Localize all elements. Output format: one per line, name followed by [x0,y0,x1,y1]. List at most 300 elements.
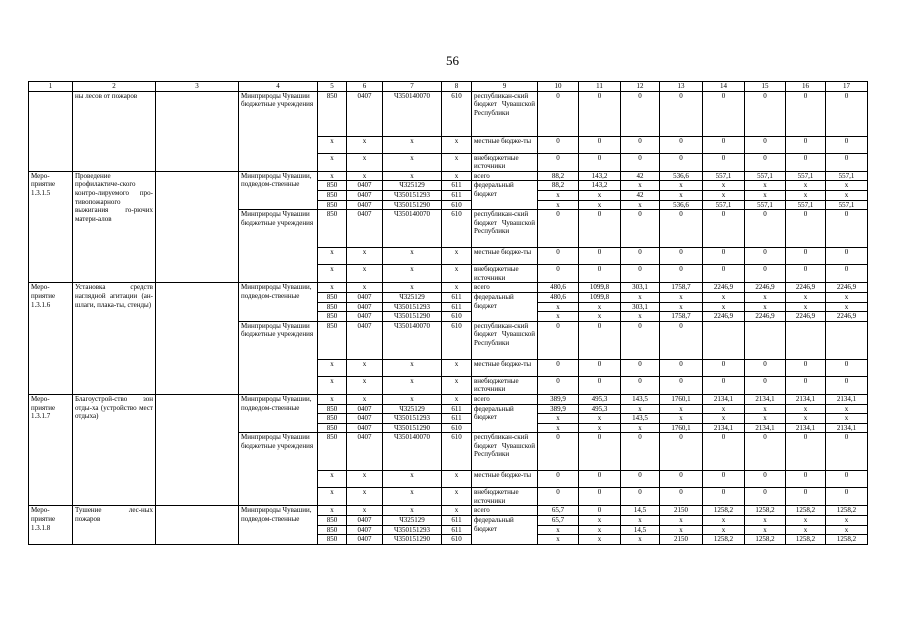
cell-x: х [660,181,703,191]
cell-value: 0 [703,91,745,136]
cell-code: Ч350140070 [383,91,442,136]
cell-value: 88,2 [538,171,579,181]
column-header: 4 [239,82,318,92]
cell-x: х [786,302,826,312]
cell-x: х [826,404,868,414]
cell-code: 0407 [347,190,383,200]
cell-x: х [660,414,703,424]
cell-value: 0 [703,210,745,248]
page-number: 56 [446,53,459,68]
cell-value: 0 [703,265,745,283]
cell-value: 0 [621,488,660,506]
cell-value: 2134,1 [745,394,786,404]
cell-value: 0 [786,376,826,394]
measure-name: Благоустрой-ство зон отды-ха (устройство мест отдыха) [73,394,156,506]
cell-value: 65,7 [538,506,579,516]
cell-x: х [383,394,442,404]
cell-code: 0407 [347,302,383,312]
cell-value: 0 [703,153,745,171]
cell-value: 557,1 [826,200,868,210]
cell-x: х [538,200,579,210]
cell-value: 557,1 [745,171,786,181]
cell-value: 0 [786,136,826,153]
cell-code: Ч325129 [383,404,442,414]
source-name: всего [472,171,538,181]
cell-x: х [786,190,826,200]
cell-empty [156,394,239,506]
cell-value: 557,1 [826,171,868,181]
cell-value: 303,1 [621,283,660,293]
cell-value: 536,6 [660,200,703,210]
cell-value: 1258,2 [745,535,786,545]
cell-code: 611 [442,292,472,302]
cell-value: 0 [660,488,703,506]
cell-x: х [826,414,868,424]
table-row [29,91,868,136]
cell-x: х [383,153,442,171]
cell-value: 0 [660,248,703,265]
cell-code: 610 [442,423,472,433]
cell-value: 536,6 [660,171,703,181]
cell-empty [786,321,826,359]
cell-value: 0 [660,321,703,359]
cell-value: 557,1 [786,171,826,181]
cell-value: 0 [745,359,786,376]
cell-x: х [538,190,579,200]
column-header: 2 [73,82,156,92]
cell-value: 0 [786,488,826,506]
cell-x: х [786,181,826,191]
cell-value: 0 [660,265,703,283]
column-header: 14 [703,82,745,92]
cell-x: х [745,516,786,526]
cell-value: 0 [538,376,579,394]
cell-value: 0 [660,359,703,376]
cell-value: 1760,1 [660,423,703,433]
cell-value: 389,9 [538,404,579,414]
cell-value: 480,6 [538,292,579,302]
source-name: внебюджетные источники [472,153,538,171]
cell-value: 0 [703,136,745,153]
cell-code: 0407 [347,404,383,414]
cell-code: Ч325129 [383,292,442,302]
cell-x: х [538,312,579,322]
cell-value: 2246,9 [826,283,868,293]
cell-value: 0 [745,210,786,248]
cell-code: 0407 [347,200,383,210]
cell-x: х [786,414,826,424]
cell-x: х [318,376,347,394]
cell-value: 2134,1 [703,394,745,404]
cell-x: х [442,376,472,394]
cell-code: 850 [318,210,347,248]
cell-value: 0 [579,433,621,471]
cell-x: х [347,359,383,376]
cell-value: 0 [579,471,621,488]
cell-x: х [621,200,660,210]
cell-code: 850 [318,423,347,433]
cell-value: 0 [621,153,660,171]
cell-value: 0 [538,321,579,359]
source-name: всего [472,283,538,293]
cell-value: 0 [826,153,868,171]
cell-x: х [703,516,745,526]
table-row [29,283,868,293]
cell-x: х [442,136,472,153]
cell-empty [156,506,239,544]
cell-x: х [442,506,472,516]
measure-label: Меро-приятие [31,506,56,524]
source-name: местные бюдже-ты [472,248,538,265]
source-name: местные бюдже-ты [472,136,538,153]
cell-code: 611 [442,190,472,200]
measure-number [29,394,73,506]
cell-x: х [318,283,347,293]
cell-value: 1760,1 [660,394,703,404]
cell-value: 0 [745,91,786,136]
cell-value: 1099,8 [579,283,621,293]
cell-value: 0 [826,91,868,136]
cell-value: 0 [621,359,660,376]
cell-code: Ч350140070 [383,210,442,248]
cell-code: 0407 [347,312,383,322]
cell-x: х [745,292,786,302]
cell-value: 495,3 [579,404,621,414]
cell-value: 0 [660,433,703,471]
measure-number [29,506,73,544]
cell-code: Ч325129 [383,181,442,191]
column-header: 16 [786,82,826,92]
cell-code: 850 [318,200,347,210]
cell-value: 0 [786,153,826,171]
cell-code: 610 [442,535,472,545]
cell-value: 143,5 [621,394,660,404]
cell-value: 0 [826,136,868,153]
cell-x: х [826,292,868,302]
executor: Минприроды Чувашии бюджетные учреждения [239,91,318,171]
cell-value: 0 [660,210,703,248]
cell-value: 0 [621,265,660,283]
cell-value: 0 [538,471,579,488]
cell-value: 557,1 [745,200,786,210]
cell-value: 0 [579,210,621,248]
cell-value: 0 [703,471,745,488]
column-header: 3 [156,82,239,92]
table-row [29,171,868,181]
column-header: 11 [579,82,621,92]
cell-x: х [318,248,347,265]
cell-code: 0407 [347,292,383,302]
cell-code: 0407 [347,535,383,545]
cell-x: х [318,506,347,516]
executor: Минприроды Чувашии, подведом-ственные [239,283,318,321]
cell-x: х [579,535,621,545]
cell-value: 0 [703,488,745,506]
source-name: федеральный бюджет [472,181,538,210]
cell-empty [29,91,73,171]
cell-value: 0 [786,91,826,136]
cell-x: х [383,506,442,516]
cell-value: 0 [579,321,621,359]
executor: Минприроды Чувашии бюджетные учреждения [239,321,318,394]
cell-x: х [703,190,745,200]
cell-code: 850 [318,433,347,471]
cell-value: 0 [826,210,868,248]
cell-value: 0 [745,153,786,171]
source-name: федеральный бюджет [472,516,538,545]
cell-x: х [621,292,660,302]
cell-value: 0 [786,471,826,488]
source-name: внебюджетные источники [472,488,538,506]
cell-value: 2134,1 [703,423,745,433]
column-header: 6 [347,82,383,92]
cell-value: 143,2 [579,171,621,181]
cell-x: х [579,190,621,200]
cell-value: 0 [745,376,786,394]
cell-value: 2134,1 [745,423,786,433]
cell-value: 0 [826,265,868,283]
table-row [29,506,868,516]
cell-x: х [318,359,347,376]
cell-code: 0407 [347,433,383,471]
cell-code: 0407 [347,210,383,248]
cell-value: 0 [538,153,579,171]
cell-value: 0 [621,210,660,248]
cell-value: 0 [579,359,621,376]
cell-x: х [621,423,660,433]
cell-x: х [579,525,621,535]
source-name: республикан-ский бюджет Чувашской Республики [472,433,538,471]
cell-x: х [347,136,383,153]
cell-x: х [786,525,826,535]
cell-value: 0 [786,433,826,471]
cell-code: Ч350140070 [383,321,442,359]
cell-x: х [621,181,660,191]
cell-x: х [826,190,868,200]
cell-x: х [347,265,383,283]
cell-x: х [318,153,347,171]
cell-value: 0 [579,91,621,136]
cell-value: 2246,9 [745,312,786,322]
cell-x: х [383,171,442,181]
cell-value: 0 [703,376,745,394]
cell-value: 2246,9 [826,312,868,322]
cell-value: 0 [579,506,621,516]
source-name: всего [472,394,538,404]
source-name: внебюджетные источники [472,376,538,394]
cell-x: х [660,525,703,535]
measure-name: Проведение профилактиче-ского контро-лируемого про-тивопожарного выжигания го-рючих матери-алов [73,171,156,283]
cell-value: 143,2 [579,181,621,191]
cell-x: х [621,404,660,414]
cell-value: 14,5 [621,525,660,535]
cell-code: 850 [318,525,347,535]
cell-code: 850 [318,91,347,136]
cell-value: 42 [621,190,660,200]
cell-code: 850 [318,312,347,322]
cell-code: Ч350140070 [383,433,442,471]
measure-code: 1.3.1.8 [31,523,51,532]
cell-code: 611 [442,516,472,526]
cell-empty [156,283,239,395]
cell-code: 611 [442,302,472,312]
cell-x: х [579,414,621,424]
cell-x: х [383,136,442,153]
cell-value: 0 [745,471,786,488]
cell-x: х [347,248,383,265]
measure-label: Меро-приятие [31,171,56,189]
cell-x: х [383,248,442,265]
cell-code: Ч350151290 [383,200,442,210]
cell-x: х [579,200,621,210]
cell-value: 480,6 [538,283,579,293]
cell-value: 2150 [660,506,703,516]
cell-value: 143,5 [621,414,660,424]
source-name: всего [472,506,538,516]
cell-code: Ч350151293 [383,190,442,200]
cell-x: х [383,265,442,283]
cell-code: Ч350151290 [383,423,442,433]
measure-code: 1.3.1.5 [31,188,51,197]
cell-x: х [703,181,745,191]
cell-value: 0 [826,376,868,394]
cell-x: х [745,525,786,535]
cell-value: 0 [621,433,660,471]
executor: Минприроды Чувашии бюджетные учреждения [239,433,318,506]
cell-code: 0407 [347,91,383,136]
column-header: 1 [29,82,73,92]
cell-value: 1258,2 [786,535,826,545]
cell-value: 1258,2 [703,506,745,516]
cell-code: 850 [318,535,347,545]
cell-value: 0 [745,488,786,506]
cell-code: 610 [442,200,472,210]
cell-value: 0 [660,376,703,394]
cell-x: х [745,404,786,414]
cell-value: 0 [621,91,660,136]
cell-value: 1258,2 [703,535,745,545]
cell-x: х [786,292,826,302]
source-name: федеральный бюджет [472,292,538,321]
source-name: местные бюдже-ты [472,471,538,488]
cell-value: 2134,1 [786,423,826,433]
cell-value: 0 [745,265,786,283]
cell-x: х [318,171,347,181]
cell-value: 0 [538,359,579,376]
cell-value: 1258,2 [826,535,868,545]
cell-x: х [347,394,383,404]
cell-x: х [660,516,703,526]
cell-value: 557,1 [786,200,826,210]
cell-code: 850 [318,190,347,200]
cell-code: Ч350151293 [383,302,442,312]
column-header: 13 [660,82,703,92]
cell-value: 0 [826,248,868,265]
cell-code: 850 [318,302,347,312]
cell-value: 0 [621,321,660,359]
source-name: внебюджетные источники [472,265,538,283]
cell-code: Ч350151293 [383,525,442,535]
cell-value: 0 [703,248,745,265]
cell-x: х [660,404,703,414]
cell-value: 0 [538,265,579,283]
executor: Минприроды Чувашии, подведом-ственные [239,506,318,544]
cell-x: х [826,302,868,312]
executor: Минприроды Чувашии, подведом-ственные [239,394,318,432]
cell-x: х [442,394,472,404]
cell-value: 303,1 [621,302,660,312]
cell-x: х [621,516,660,526]
source-name: федеральный бюджет [472,404,538,433]
cell-value: 0 [621,376,660,394]
cell-x: х [347,488,383,506]
cell-code: 0407 [347,321,383,359]
cell-code: 0407 [347,423,383,433]
cell-x: х [383,471,442,488]
cell-empty [826,321,868,359]
cell-x: х [786,516,826,526]
cell-value: 557,1 [703,171,745,181]
cell-x: х [442,359,472,376]
executor: Минприроды Чувашии бюджетные учреждения [239,210,318,283]
cell-value: 0 [786,359,826,376]
column-header: 15 [745,82,786,92]
cell-value: 2246,9 [703,312,745,322]
measure-code: 1.3.1.7 [31,412,51,421]
cell-x: х [745,414,786,424]
cell-value: 0 [703,433,745,471]
cell-code: 610 [442,321,472,359]
cell-x: х [745,302,786,312]
table-row [29,394,868,404]
cell-empty [745,321,786,359]
cell-code: 610 [442,312,472,322]
cell-x: х [826,516,868,526]
cell-code: 850 [318,292,347,302]
cell-code: Ч350151290 [383,312,442,322]
cell-code: 0407 [347,525,383,535]
column-header: 9 [472,82,538,92]
cell-x: х [442,488,472,506]
cell-value: 65,7 [538,516,579,526]
cell-value: 0 [579,376,621,394]
cell-value: 0 [660,91,703,136]
cell-value: 2150 [660,535,703,545]
cell-code: 0407 [347,516,383,526]
cell-code: Ч350151293 [383,414,442,424]
cell-x: х [318,488,347,506]
cell-x: х [442,265,472,283]
source-name: республикан-ский бюджет Чувашской Республики [472,321,538,359]
cell-value: 14,5 [621,506,660,516]
cell-x: х [383,359,442,376]
cell-code: 850 [318,414,347,424]
cell-x: х [318,265,347,283]
measure-number [29,171,73,283]
cell-value: 1258,2 [786,506,826,516]
cell-empty [703,321,745,359]
cell-empty [156,91,239,171]
cell-value: 0 [579,265,621,283]
cell-value: 0 [703,359,745,376]
cell-value: 2134,1 [826,423,868,433]
cell-value: 1758,7 [660,283,703,293]
cell-x: х [579,302,621,312]
cell-value: 2246,9 [745,283,786,293]
cell-x: х [538,414,579,424]
cell-value: 2134,1 [826,394,868,404]
cell-x: х [383,376,442,394]
